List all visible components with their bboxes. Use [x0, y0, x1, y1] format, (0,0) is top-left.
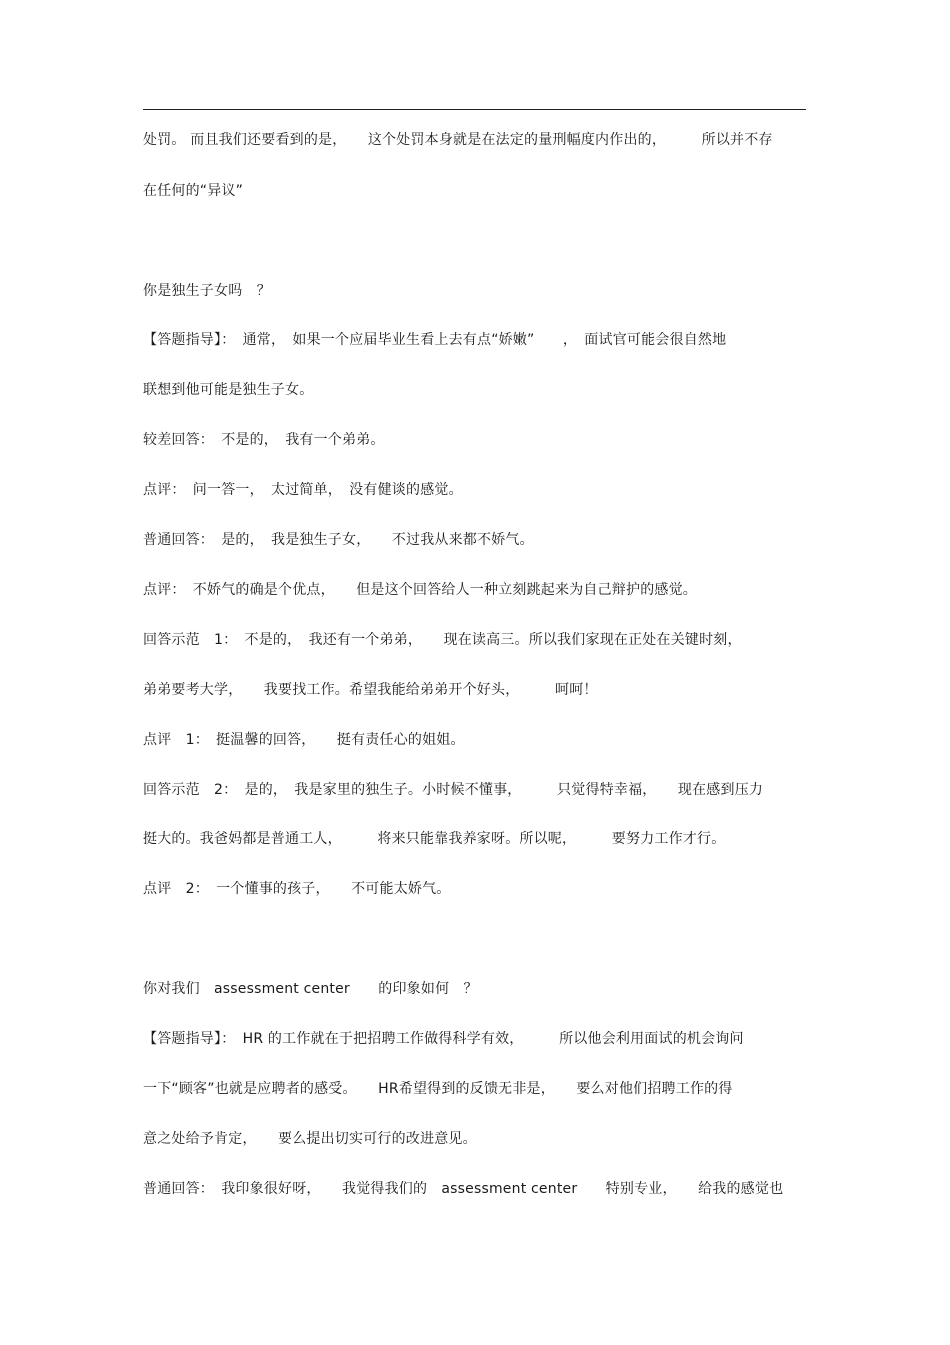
text-line: 较差回答： 不是的， 我有一个弟弟。	[143, 432, 385, 448]
text-line: 点评 2： 一个懂事的孩子， 不可能太娇气。	[143, 881, 451, 897]
text-line: 【答题指导】： 通常， 如果一个应届毕业生看上去有点“娇嫩” ， 面试官可能会很自然地	[143, 332, 727, 348]
text-line: 挺大的。我爸妈都是普通工人， 将来只能靠我养家呀。所以呢， 要努力工作才行。	[143, 831, 726, 847]
text-line: 回答示范 1： 不是的， 我还有一个弟弟， 现在读高三。所以我们家现在正处在关键时刻，	[143, 632, 742, 648]
question-heading: 你是独生子女吗 ？	[143, 283, 271, 299]
text-line: 一下“顾客”也就是应聘者的感受。 HR希望得到的反馈无非是， 要么对他们招聘工作的得	[143, 1081, 733, 1097]
text-line: 意之处给予肯定， 要么提出切实可行的改进意见。	[143, 1131, 477, 1147]
text-line: 【答题指导】： HR 的工作就在于把招聘工作做得科学有效， 所以他会利用面试的机会询问	[143, 1031, 744, 1047]
text-line: 处罚。 而且我们还要看到的是， 这个处罚本身就是在法定的量刑幅度内作出的， 所以并不存	[143, 132, 773, 148]
text-line: 回答示范 2： 是的， 我是家里的独生子。小时候不懂事， 只觉得特幸福， 现在感到压力	[143, 782, 764, 798]
text-line: 普通回答： 我印象很好呀， 我觉得我们的 assessment center 特别专业， 给我的感觉也	[143, 1181, 784, 1197]
text-line: 普通回答： 是的， 我是独生子女， 不过我从来都不娇气。	[143, 532, 534, 548]
text-line: 点评 1： 挺温馨的回答， 挺有责任心的姐姐。	[143, 732, 465, 748]
text-line: 在任何的“异议”	[143, 183, 244, 199]
text-line: 点评： 问一答一， 太过简单， 没有健谈的感觉。	[143, 482, 463, 498]
text-line: 弟弟要考大学， 我要找工作。希望我能给弟弟开个好头， 呵呵！	[143, 682, 598, 698]
header-rule	[143, 109, 806, 110]
text-line: 点评： 不娇气的确是个优点， 但是这个回答给人一种立刻跳起来为自己辩护的感觉。	[143, 582, 697, 598]
question-heading: 你对我们 assessment center 的印象如何 ？	[143, 981, 478, 997]
text-line: 联想到他可能是独生子女。	[143, 382, 314, 398]
